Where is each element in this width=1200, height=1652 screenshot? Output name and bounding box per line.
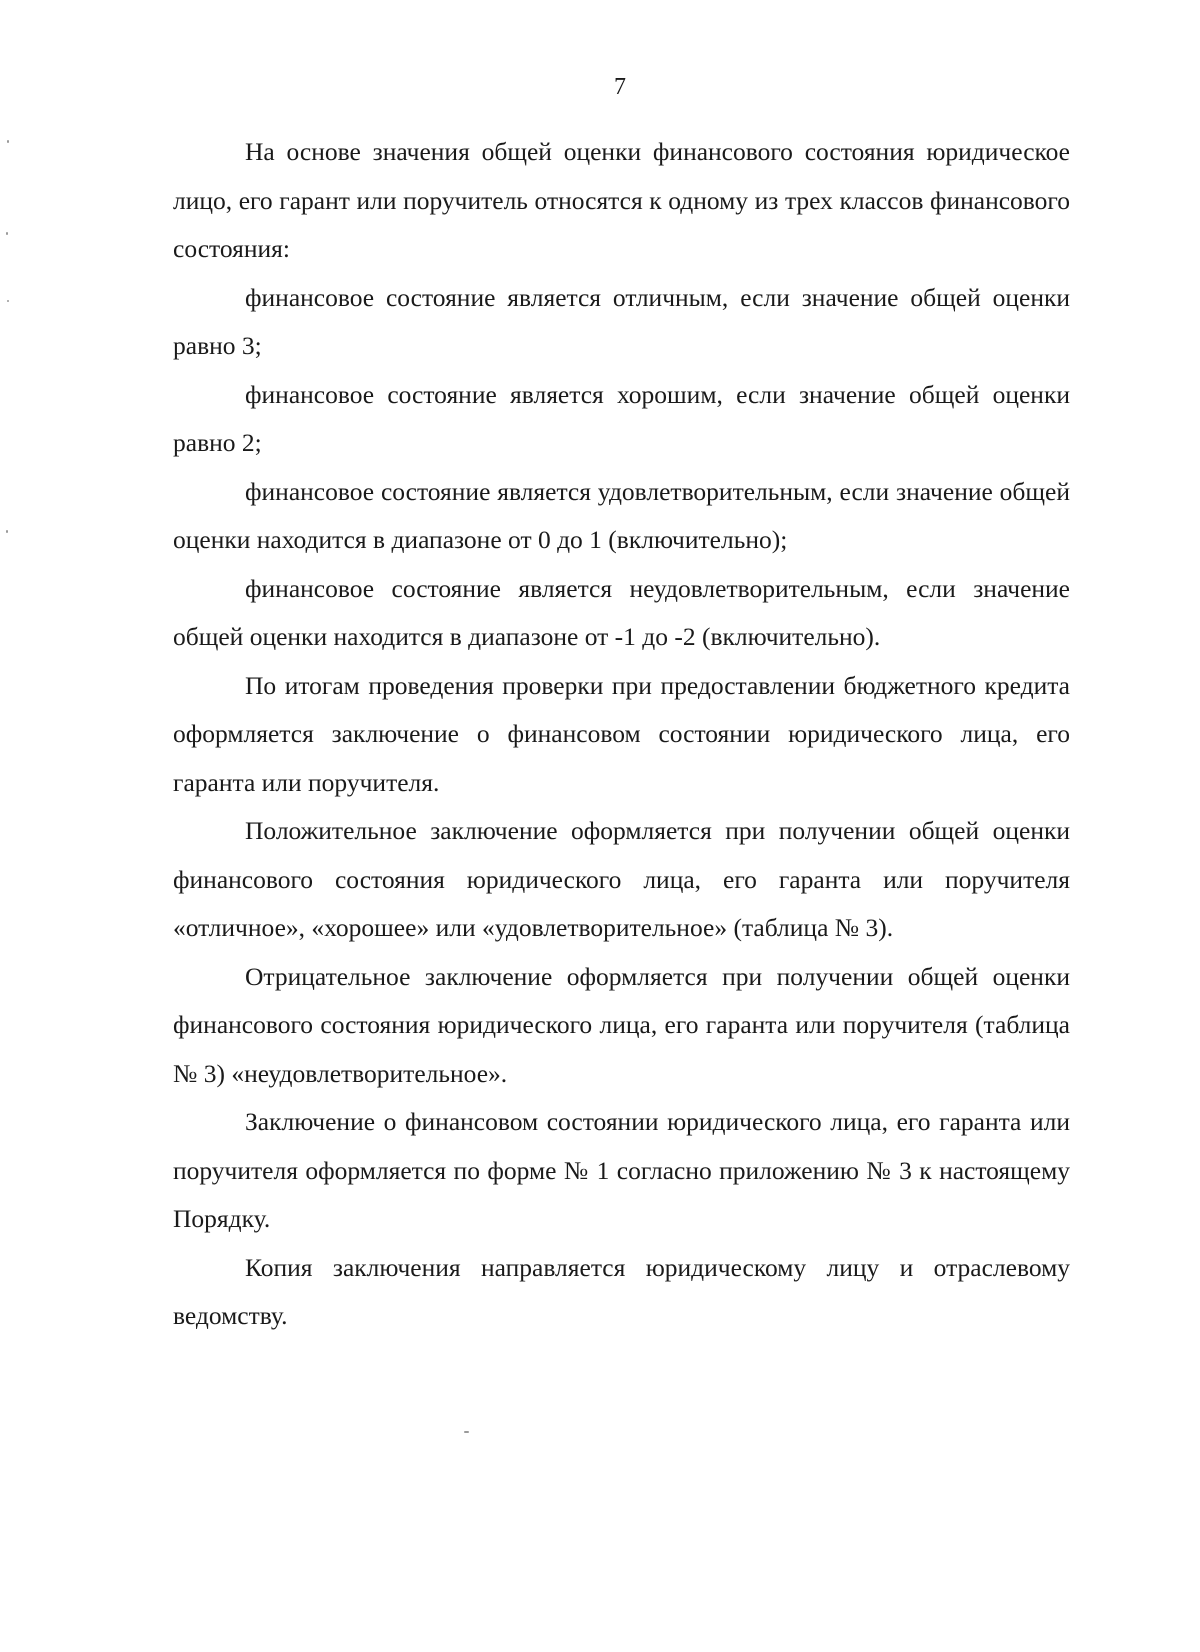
scan-artifact <box>7 300 9 302</box>
paragraph-satisfactory-state: финансовое состояние является удовлетворительным, если значение общей оценки находится в диапазоне от 0 до 1 (включительно); <box>173 476 1070 554</box>
scan-artifact <box>6 530 8 533</box>
paragraph-negative-conclusion: Отрицательное заключение оформляется при получении общей оценки финансового состояния юридического лица, его гаранта или поручителя (таблица № 3) «неудовлетворительное». <box>173 961 1070 1088</box>
paragraph-copy-distribution: Копия заключения направляется юридическому лицу и отраслевому ведомству. <box>173 1252 1070 1330</box>
paragraph-unsatisfactory-state: финансовое состояние является неудовлетворительным, если значение общей оценки находится в диапазоне от -1 до -2 (включительно). <box>173 573 1070 651</box>
paragraph-good-state: финансовое состояние является хорошим, если значение общей оценки равно 2; <box>173 379 1070 457</box>
scan-artifact <box>7 140 9 143</box>
paragraph-classification-intro: На основе значения общей оценки финансового состояния юридическое лицо, его гарант или поручитель относятся к одному из трех классов финансового состояния: <box>173 137 1070 263</box>
paragraph-positive-conclusion: Положительное заключение оформляется при получении общей оценки финансового состояния юридического лица, его гаранта или поручителя «отличное», «хорошее» или «удовлетворительное» (таблица № 3). <box>173 816 1070 942</box>
paragraph-conclusion-form: Заключение о финансовом состоянии юридического лица, его гаранта или поручителя оформляется по форме № 1 согласно приложению № 3 к настоящему Порядку. <box>173 1107 1070 1233</box>
page-number: 7 <box>614 74 626 100</box>
scan-artifact <box>464 1431 469 1433</box>
scan-artifact <box>6 232 8 235</box>
document-body <box>173 128 1070 1341</box>
paragraph-excellent-state: финансовое состояние является отличным, если значение общей оценки равно 3; <box>173 282 1070 360</box>
paragraph-conclusion-issuance: По итогам проведения проверки при предоставлении бюджетного кредита оформляется заключение о финансовом состоянии юридического лица, его гаранта или поручителя. <box>173 670 1070 797</box>
